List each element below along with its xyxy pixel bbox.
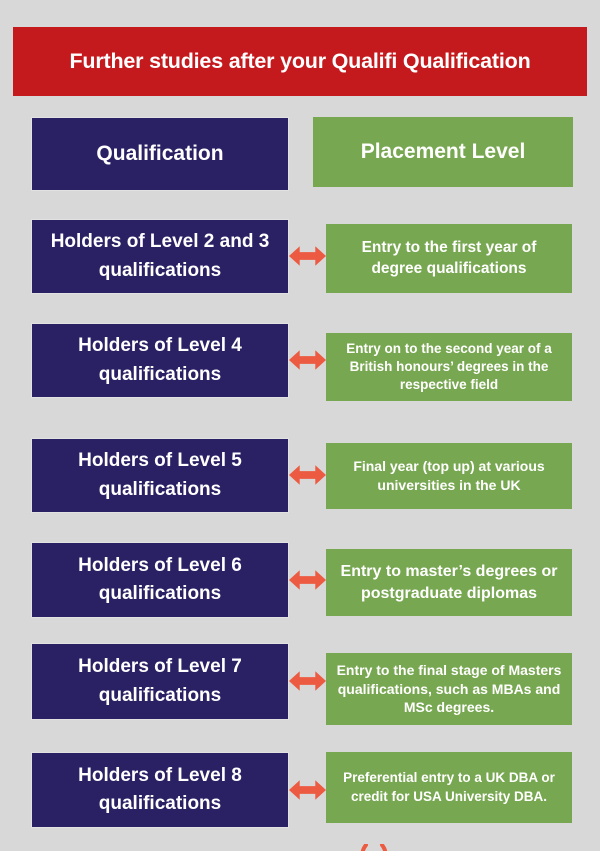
page-title: Further studies after your Qualifi Qualification [69, 49, 531, 73]
double-arrow-icon [289, 567, 326, 593]
placement-text: Entry to the final stage of Masters qualifications, such as MBAs and MSc degrees. [336, 661, 562, 716]
qualification-text: Holders of Level 2 and 3 qualifications [50, 231, 270, 281]
placement-text: Final year (top up) at various universities in the UK [353, 458, 545, 493]
placement-box [326, 333, 572, 401]
double-arrow-icon [289, 347, 326, 373]
placement-column-header [313, 117, 573, 187]
qualification-box [32, 644, 288, 719]
placement-text: Preferential entry to a UK DBA or credit for USA University DBA. [343, 770, 555, 804]
qualification-column-header [32, 118, 288, 190]
double-arrow-icon [289, 777, 326, 803]
placement-text: Entry to the first year of degree qualifications [361, 238, 537, 277]
placement-box [326, 653, 572, 725]
qualification-box [32, 753, 288, 827]
double-arrow-icon [289, 243, 326, 269]
qualification-text: Holders of Level 6 qualifications [78, 554, 242, 604]
qualification-text: Holders of Level 4 qualifications [78, 335, 242, 385]
qualification-box [32, 543, 288, 617]
qualification-box [32, 439, 288, 512]
placement-column-label: Placement Level [360, 140, 526, 164]
qualification-box [32, 324, 288, 397]
placement-box [326, 752, 572, 823]
placement-box [326, 224, 572, 293]
qualification-text: Holders of Level 8 qualifications [78, 764, 242, 814]
qualification-text: Holders of Level 5 qualifications [78, 450, 242, 500]
qualification-column-label: Qualification [96, 142, 224, 166]
qualification-box [32, 220, 288, 293]
double-arrow-icon [289, 462, 326, 488]
title-banner [13, 27, 587, 96]
double-arrow-icon [289, 668, 326, 694]
qualification-text: Holders of Level 7 qualifications [78, 656, 242, 706]
partial-logo-icon [352, 844, 398, 851]
placement-box [326, 443, 572, 509]
placement-box [326, 549, 572, 616]
placement-text: Entry to master’s degrees or postgraduate diplomas [340, 562, 558, 602]
placement-text: Entry on to the second year of a British honours’ degrees in the respective field [346, 340, 552, 393]
